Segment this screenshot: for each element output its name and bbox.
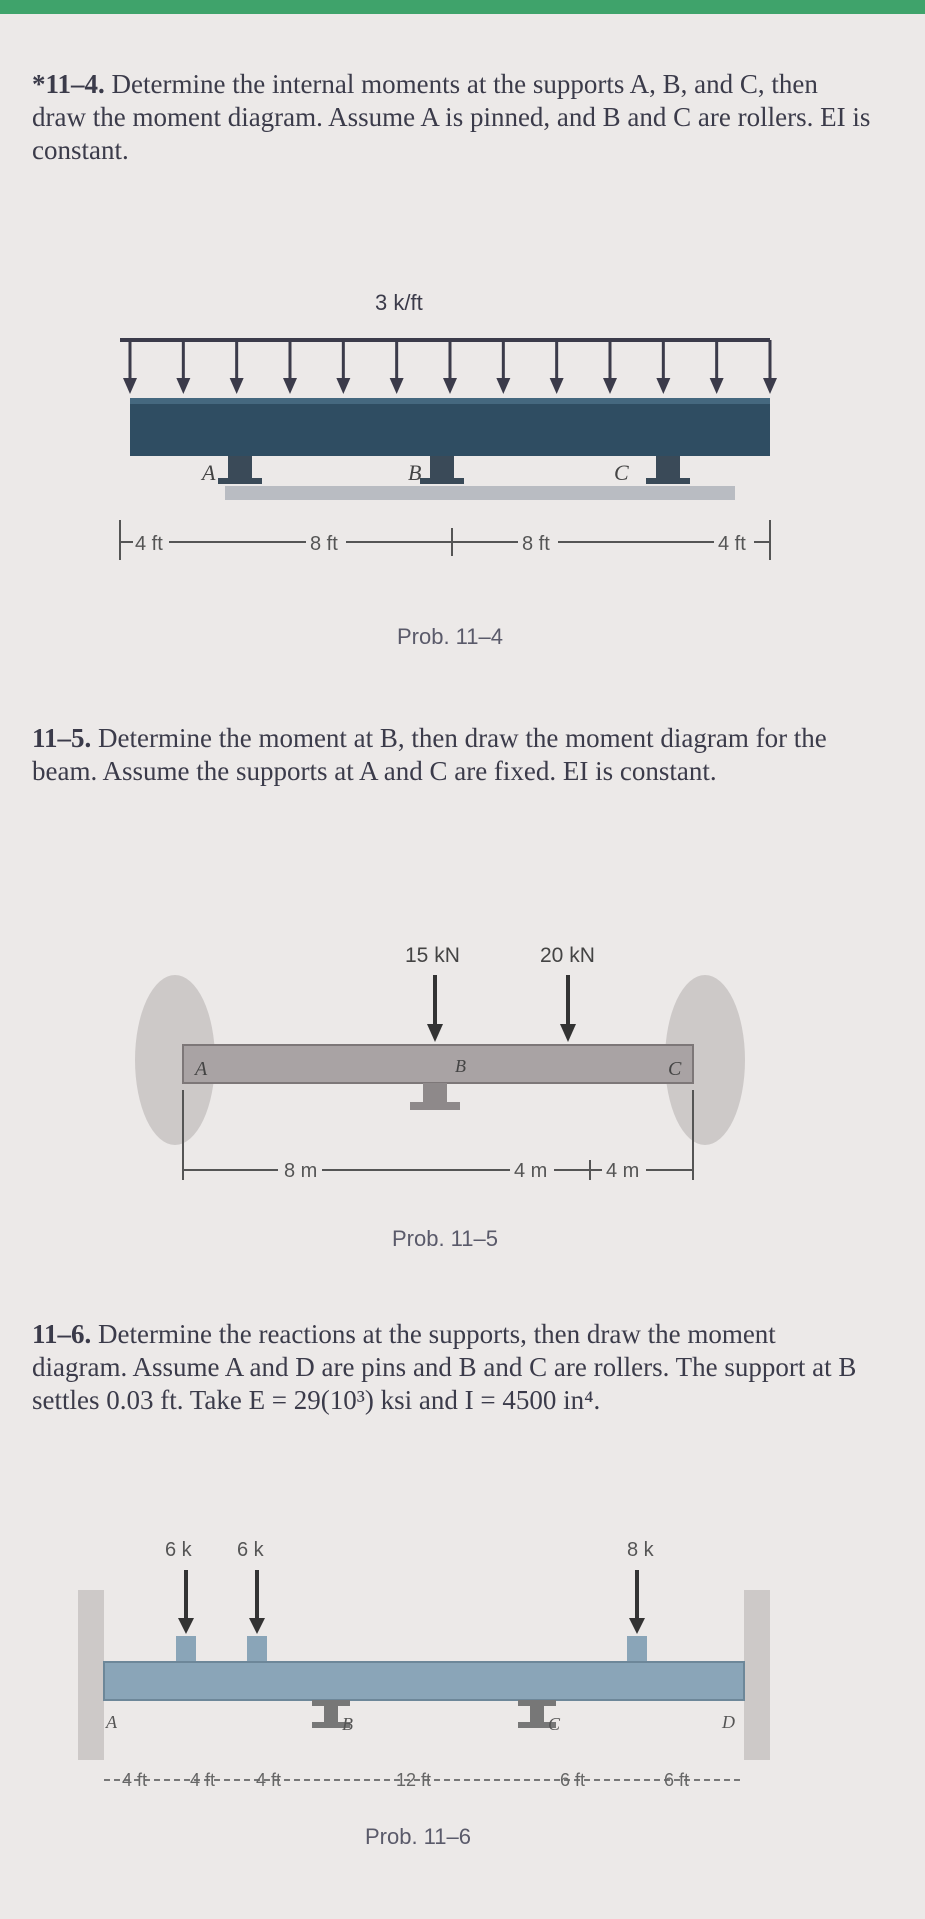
support-b-label: B	[342, 1714, 353, 1734]
top-bar	[0, 0, 925, 14]
distributed-load-label: 3 k/ft	[375, 290, 423, 315]
dim-12ft: 12 ft	[396, 1770, 432, 1790]
caption-11-6: Prob. 11–6	[364, 1824, 471, 1849]
support-b-roller	[408, 456, 464, 485]
load-arrow	[603, 340, 617, 394]
dim-4m-right: 4 m	[606, 1160, 640, 1182]
ground-strip	[225, 486, 735, 500]
load-arrow	[176, 340, 190, 394]
load-arrow	[763, 340, 777, 394]
dim-4ft-1: 4 ft	[122, 1770, 148, 1790]
load-arrow	[656, 340, 670, 394]
support-a-label: A	[202, 460, 216, 485]
support-a-label: A	[195, 1058, 208, 1080]
support-d-label: D	[722, 1712, 735, 1732]
problem-11-4-number: *11–4.	[32, 69, 105, 99]
dim-6ft-1: 6 ft	[560, 1770, 586, 1790]
load-arrow	[230, 340, 244, 394]
support-b-label: B	[455, 1056, 466, 1076]
beam-11-6	[104, 1662, 744, 1700]
load-arrow	[710, 340, 724, 394]
load-6k-1-label: 6 k	[165, 1539, 192, 1561]
caption-11-4: Prob. 11–4	[396, 624, 503, 649]
caption-11-5: Prob. 11–5	[391, 1226, 498, 1251]
load-arrow-6k-2	[247, 1570, 267, 1662]
load-arrow-15kn	[427, 975, 443, 1042]
load-arrow	[443, 340, 457, 394]
load-arrow	[283, 340, 297, 394]
support-a-label: A	[106, 1712, 117, 1732]
load-arrow-6k-1	[176, 1570, 196, 1662]
problem-11-4-text: Determine the internal moments at the supports A, B, and C, then draw the moment diagram. Assume A is pinned, and B and C are rollers. EI is constant.	[32, 69, 871, 165]
load-arrow-20kn	[560, 975, 576, 1042]
dim-4ft-3: 4 ft	[256, 1770, 282, 1790]
support-b-roller	[312, 1700, 353, 1734]
problem-11-6-number: 11–6.	[32, 1319, 92, 1349]
support-a-pin	[200, 456, 262, 485]
beam-11-4	[130, 398, 770, 456]
beam-11-5	[183, 1045, 693, 1083]
problem-11-5-number: 11–5.	[32, 723, 92, 753]
figure-11-6	[0, 1530, 925, 1830]
dim-4m-left: 4 m	[514, 1160, 548, 1182]
dim-4ft-left: 4 ft	[135, 533, 163, 555]
load-arrow	[496, 340, 510, 394]
load-20kn-label: 20 kN	[540, 944, 595, 967]
dim-8ft-left: 8 ft	[310, 533, 338, 555]
support-b-label: B	[408, 460, 422, 485]
problem-11-5-text: Determine the moment at B, then draw the moment diagram for the beam. Assume the supports at A and C are fixed. EI is constant.	[32, 723, 827, 786]
dim-4ft-right: 4 ft	[718, 533, 746, 555]
wall-left	[78, 1590, 104, 1760]
dim-4ft-2: 4 ft	[190, 1770, 216, 1790]
wall-right	[744, 1590, 770, 1760]
problem-11-6-statement	[32, 1318, 872, 1417]
problem-11-5-statement	[32, 722, 872, 788]
load-arrow	[390, 340, 404, 394]
problem-11-4-statement	[32, 68, 872, 167]
load-15kn-label: 15 kN	[405, 944, 460, 967]
dim-8ft-right: 8 ft	[522, 533, 550, 555]
load-arrow-8k	[627, 1570, 647, 1662]
support-c-label: C	[614, 460, 629, 485]
load-6k-2-label: 6 k	[237, 1539, 264, 1561]
support-c-label: C	[668, 1058, 682, 1080]
support-c-roller	[518, 1700, 561, 1734]
distributed-load-arrows	[123, 340, 777, 394]
support-c-label: C	[548, 1714, 561, 1734]
problem-11-6-text: Determine the reactions at the supports, then draw the moment diagram. Assume A and D are pins and B and C are rollers. The support at B settles 0.03 ft. Take E = 29(10³) ksi and I = 4500 in⁴.	[32, 1319, 857, 1415]
load-arrow	[550, 340, 564, 394]
load-arrow	[336, 340, 350, 394]
load-8k-label: 8 k	[627, 1539, 654, 1561]
support-c-roller	[614, 456, 690, 485]
figure-11-5	[0, 920, 925, 1220]
dim-6ft-2: 6 ft	[664, 1770, 690, 1790]
dim-8m: 8 m	[284, 1160, 318, 1182]
load-arrow	[123, 340, 137, 394]
figure-11-4	[0, 280, 925, 610]
